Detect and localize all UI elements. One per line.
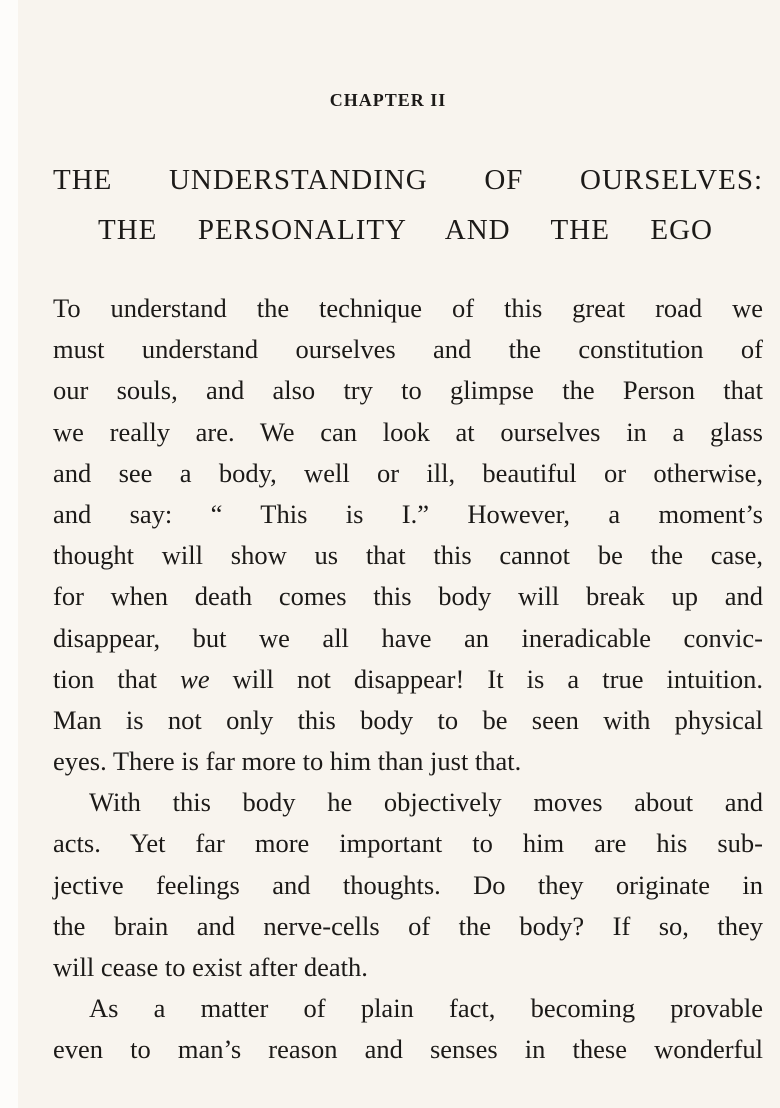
text-line <box>53 659 763 700</box>
text-line: eyes. There is far more to him than just that. <box>53 746 522 777</box>
text-line: thought will show us that this cannot be the case, <box>53 540 763 571</box>
text-line: our souls, and also try to glimpse the Person that <box>53 375 763 406</box>
text-line: for when death comes this body will break up and <box>53 581 763 612</box>
text-span: tion that <box>53 663 181 694</box>
text-line: To understand the technique of this great road we <box>53 293 763 323</box>
text-line: must understand ourselves and the constitution of <box>53 334 763 365</box>
book-page <box>18 0 780 1108</box>
text-line: and say: “ This is I.” However, a moment’s <box>53 498 763 529</box>
text-line: With this body he objectively moves about and <box>89 787 763 818</box>
text-line: As a matter of plain fact, becoming provable <box>89 993 763 1024</box>
text-line: jective feelings and thoughts. Do they originate in <box>53 869 763 900</box>
text-line: we really are. We can look at ourselves in a glass <box>53 416 763 447</box>
body-text <box>53 288 763 1071</box>
text-line: acts. Yet far more important to him are his sub- <box>53 828 763 859</box>
chapter-label: CHAPTER II <box>329 90 447 110</box>
italic-word: we <box>180 663 210 694</box>
chapter-title-line-2: THE PERSONALITY AND THE EGO <box>98 214 713 246</box>
text-line: even to man’s reason and senses in these wonderful <box>53 1034 763 1065</box>
chapter-title-line-1: THE UNDERSTANDING OF OURSELVES: <box>53 164 763 196</box>
text-line: the brain and nerve-cells of the body? If so, they <box>53 910 763 941</box>
text-span: will not disappear! It is a true intuition. <box>209 663 763 694</box>
text-line: will cease to exist after death. <box>53 952 368 982</box>
text-line: Man is not only this body to be seen with physical <box>53 704 763 735</box>
text-line: disappear, but we all have an ineradicable convic- <box>53 622 763 653</box>
text-line: and see a body, well or ill, beautiful or otherwise, <box>53 457 763 488</box>
